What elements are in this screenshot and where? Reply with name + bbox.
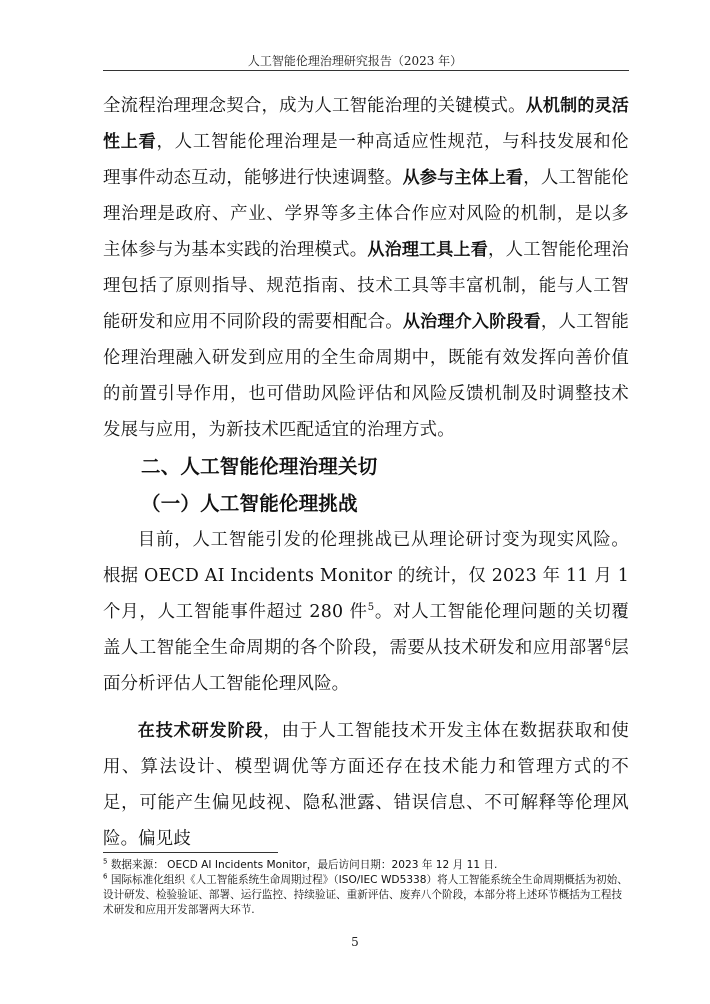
footnote-6: $^6$ 国际标准化组织《人工智能系统生命周期过程》（ISO/IEC WD5338）将人工智能系统全生命周期概括为初始、设计研发、检验验证、部署、运行监控、持续验证、重新评估、废弃八个阶段，本部分将上述环节概括为工程技术研发和应用开发部署两大环节.: [103, 872, 628, 916]
paragraph-ethics-challenges: 目前，人工智能引发的伦理挑战已从理论研讨变为现实风险。根据 OECD AI Incidents Monitor 的统计，仅 2023 年 11 月 1 个月，人工智能事件超过 280 件$^5$。对人工智能伦理问题的关切覆盖人工智能全生命周期的各个阶段，需要从技术研发和应用部署$^6$层面分析评估人工智能伦理风险。: [103, 530, 630, 694]
running-header: 人工智能伦理治理研究报告（2023 年）: [247, 54, 463, 68]
paragraph-governance-perspectives: 全流程治理理念契合，成为人工智能治理的关键模式。从机制的灵活性上看，人工智能伦理治理是一种高适应性规范，与科技发展和伦理事件动态互动，能够进行快速调整。从参与主体上看，人工智能伦理治理是政府、产业、学界等多主体合作应对风险的机制，是以多主体参与为基本实践的治理模式。从治理工具上看，人工智能伦理治理包括了原则指导、规范指南、技术工具等丰富机制，能与人工智能研发和应用不同阶段的需要相配合。从治理介入阶段看，人工智能伦理治理融入研发到应用的全生命周期中，既能有效发挥向善价值的前置引导作用，也可借助风险评估和风险反馈机制及时调整技术发展与应用，为新技术匹配适宜的治理方式。: [103, 96, 630, 440]
footnote-ref-5[interactable]: 5: [367, 602, 375, 614]
footnote-ref-6[interactable]: 6: [604, 638, 612, 650]
emphasis-mechanism-flexibility: 从机制的灵活性上看: [103, 96, 629, 152]
footnote-5: $^5$ 数据来源： OECD AI Incidents Monitor，最后访问日期：2023 年 12 月 11 日.: [103, 857, 498, 871]
section-heading-2-1: （一）人工智能伦理挑战: [141, 492, 358, 515]
emphasis-intervention-stage: 从治理介入阶段看: [402, 312, 541, 332]
section-heading-2: 二、人工智能伦理治理关切: [141, 455, 378, 478]
page-number: 5: [351, 935, 359, 949]
header-rule: [103, 70, 629, 71]
emphasis-governance-tools: 从治理工具上看: [367, 240, 489, 260]
emphasis-rd-stage: 在技术研发阶段: [137, 721, 264, 741]
body-text: [103, 88, 629, 857]
footnotes: [103, 858, 629, 918]
footnote-rule: [103, 852, 278, 853]
emphasis-participants: 从参与主体上看: [402, 168, 524, 188]
paragraph-rd-stage: 在技术研发阶段，由于人工智能技术开发主体在数据获取和使用、算法设计、模型调优等方面还存在技术能力和管理方式的不足，可能产生偏见歧视、隐私泄露、错误信息、不可解释等伦理风险。偏见歧: [103, 721, 629, 849]
